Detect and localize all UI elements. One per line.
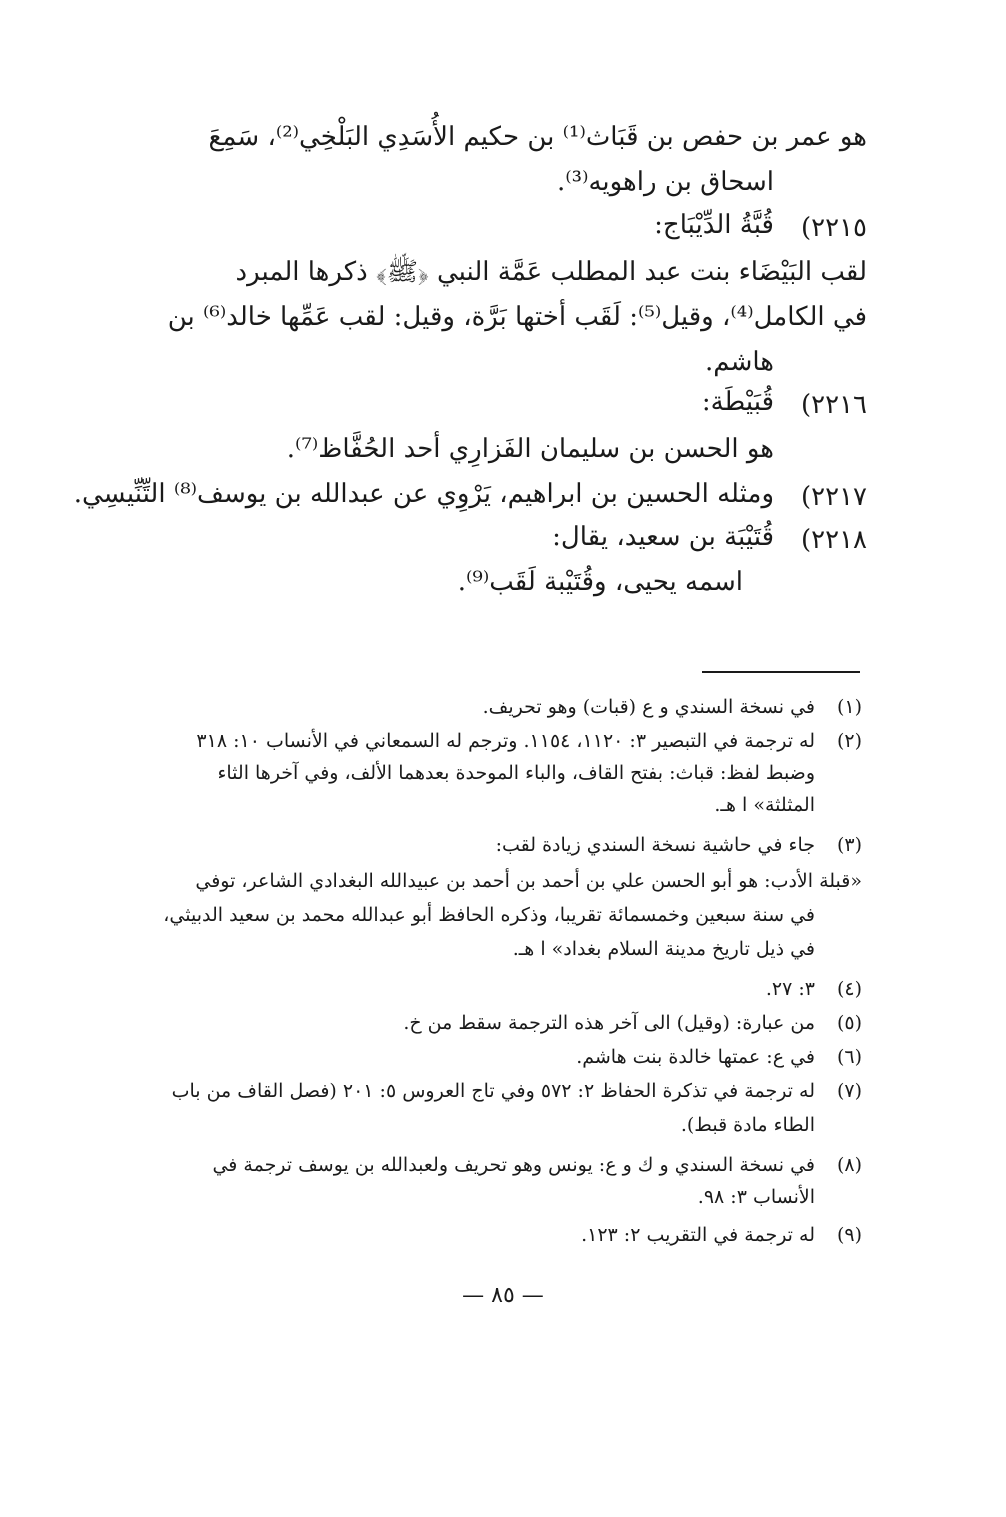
footnote-2-line-1: له ترجمة في التبصير ٣: ١١٢٠، ١١٥٤. وترجم له السمعاني في الأنساب ١٠: ٣١٨ [196, 730, 815, 752]
body-line-1: هو عمر بن حفص بن قَبَاث⁽¹⁾ بن حكيم الأُسَدِي البَلْخِي⁽²⁾، سَمِعَ [208, 122, 867, 152]
footnote-5-number: (٥) [836, 1012, 862, 1034]
footnote-2-number: (٢) [836, 730, 862, 752]
footnote-separator [702, 671, 860, 673]
footnote-1-number: (١) [836, 696, 862, 718]
entry-2215-number: ٢٢١٥) [800, 213, 867, 243]
footnote-7-line-2: الطاء مادة قبط). [680, 1114, 815, 1136]
footnote-3-quote-line-3: في ذيل تاريخ مدينة السلام بغداد» ا هـ. [512, 938, 815, 960]
footnote-2-line-3: المثلثة» ا هـ. [714, 794, 815, 816]
footnote-3-quote-line-2: في سنة سبعين وخمسمائة تقريبا، وذكره الحافظ أبو عبدالله محمد بن سعيد الدبيثي، [163, 904, 815, 926]
footnote-3-quote-line-1: «قبلة الأدب: هو أبو الحسن علي بن أحمد بن أحمد بن عبيدالله البغدادي الشاعر، توفي [195, 870, 862, 892]
footnote-5-line-1: من عبارة: (وقيل) الى آخر هذه الترجمة سقط من خ. [403, 1012, 815, 1034]
body-line-11: اسمه يحيى، وقُتَيْبة لَقَب⁽⁹⁾. [457, 567, 743, 597]
footnote-1-line-1: في نسخة السندي و ع (قبات) وهو تحريف. [482, 696, 815, 718]
entry-2218-number: ٢٢١٨) [800, 525, 867, 555]
footnote-9-line-1: له ترجمة في التقريب ٢: ١٢٣. [581, 1224, 815, 1246]
footnote-8-number: (٨) [836, 1154, 862, 1176]
footnote-3-line-1: جاء في حاشية نسخة السندي زيادة لقب: [495, 834, 815, 856]
entry-2217-number: ٢٢١٧) [800, 482, 867, 512]
footnote-7-number: (٧) [836, 1080, 862, 1102]
body-line-6: هاشم. [705, 347, 774, 377]
entry-2216-heading: قُبَيْطَة: [701, 387, 774, 417]
entry-2217-text: ومثله الحسين بن ابراهيم، يَرْوِي عن عبدالله بن يوسف⁽⁸⁾ التِّنِّيسِي. [73, 479, 774, 509]
entry-2218-text: قُتَيْبَة بن سعيد، يقال: [552, 522, 774, 552]
footnote-4-line-1: ٣: ٢٧. [765, 978, 815, 1000]
footnote-3-number: (٣) [836, 834, 862, 856]
footnote-2-line-2: وضبط لفظ: قباث: بفتح القاف، والباء الموحدة بعدهما الألف، وفي آخرها الثاء [217, 762, 815, 784]
body-line-8: هو الحسن بن سليمان الفَزارِي أحد الحُفَّاظ⁽⁷⁾. [286, 434, 774, 464]
body-line-2: اسحاق بن راهويه⁽³⁾. [556, 167, 774, 197]
body-line-4: لقب البَيْضَاء بنت عبد المطلب عَمَّة النبي ﴿ﷺ﴾ ذكرها المبرد [235, 257, 867, 287]
footnote-6-line-1: في ع: عمتها خالدة بنت هاشم. [576, 1046, 815, 1068]
footnote-9-number: (٩) [836, 1224, 862, 1246]
page-number: — ٨٥ — [462, 1283, 544, 1308]
footnote-4-number: (٤) [836, 978, 862, 1000]
footnote-8-line-1: في نسخة السندي و ك و ع: يونس وهو تحريف ولعبدالله بن يوسف ترجمة في [212, 1154, 815, 1176]
footnote-8-line-2: الأنساب ٣: ٩٨. [697, 1186, 815, 1208]
footnote-6-number: (٦) [836, 1046, 862, 1068]
footnote-7-line-1: له ترجمة في تذكرة الحفاظ ٢: ٥٧٢ وفي تاج العروس ٥: ٢٠١ (فصل القاف من باب [171, 1080, 815, 1102]
entry-2215-heading: قُبَّةُ الدِّيْبَاج: [654, 210, 774, 240]
body-line-5: في الكامل⁽⁴⁾، وقيل⁽⁵⁾: لَقَب أختها بَرَّة، وقيل: لقب عَمِّها خالد⁽⁶⁾ بن [167, 302, 867, 332]
entry-2216-number: ٢٢١٦) [800, 390, 867, 420]
